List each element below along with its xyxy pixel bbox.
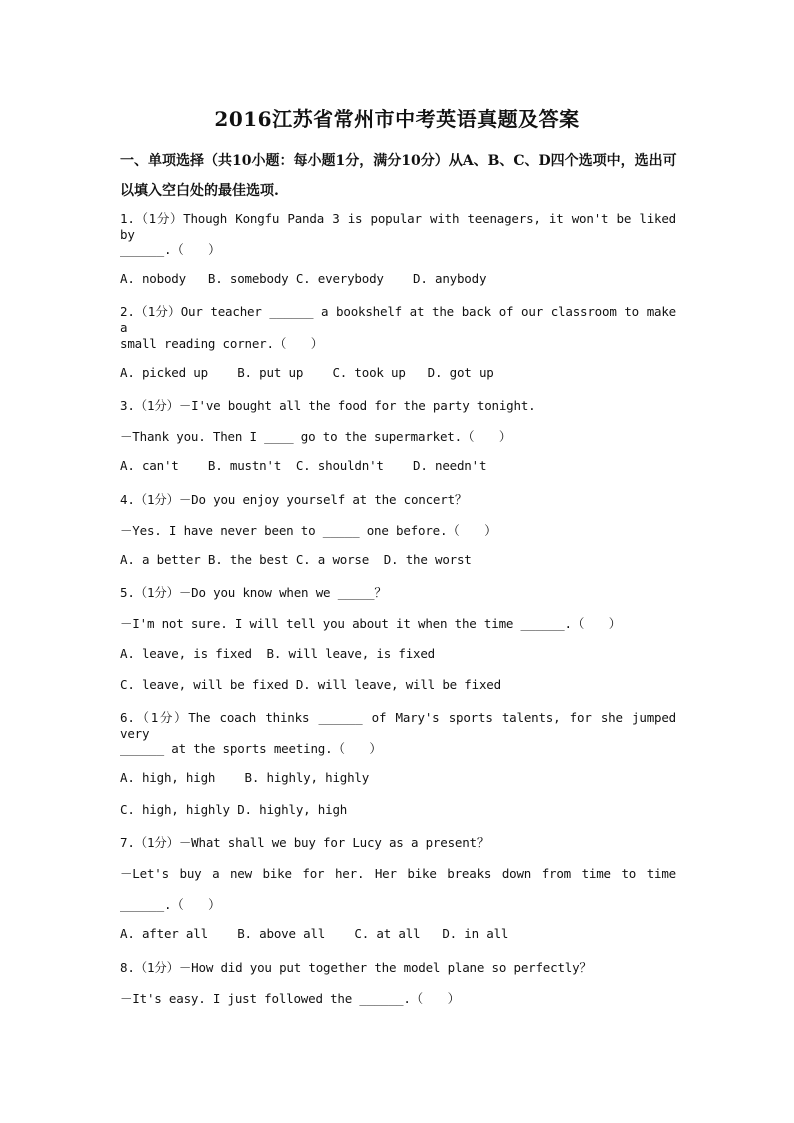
- question-5-text: 5.（1分）－Do you know when we _____？: [120, 585, 387, 600]
- question-2-text-cont: small reading corner.（ ）: [120, 336, 324, 351]
- question-6-text-cont: ______ at the sports meeting.（ ）: [120, 741, 382, 756]
- question-1-text: 1.（1分）Though Kongfu Panda 3 is popular with teenagers, it won't be liked by: [120, 211, 676, 242]
- section-heading: 一、单项选择（共10小题：每小题1分，满分10分）从A、B、C、D四个选项中，选出可以填入空白处的最佳选项.: [120, 153, 677, 199]
- question-8-text: 8.（1分）－How did you put together the model plane so perfectly？: [120, 960, 592, 975]
- question-1-options: A. nobody B. somebody C. everybody D. anybody: [120, 271, 487, 286]
- question-7-options: A. after all B. above all C. at all D. in all: [120, 926, 509, 941]
- question-6-options-ab: A. high, high B. highly, highly: [120, 770, 370, 785]
- question-4-text: 4.（1分）－Do you enjoy yourself at the concert？: [120, 492, 468, 507]
- question-7-reply: －Let's buy a new bike for her. Her bike breaks down from time to time: [120, 866, 676, 881]
- question-4-options: A. a better B. the best C. a worse D. the worst: [120, 552, 472, 567]
- question-3-text: 3.（1分）－I've bought all the food for the party tonight.: [120, 398, 536, 413]
- question-1-blank: ______.（ ）: [120, 242, 221, 257]
- question-3-reply: －Thank you. Then I ____ go to the supermarket.（ ）: [120, 429, 512, 444]
- question-5-options-cd: C. leave, will be fixed D. will leave, will be fixed: [120, 677, 501, 692]
- question-8-reply: －It's easy. I just followed the ______.（ ）: [120, 991, 460, 1006]
- question-3-options: A. can't B. mustn't C. shouldn't D. needn't: [120, 458, 487, 473]
- question-7-text: 7.（1分）－What shall we buy for Lucy as a present？: [120, 835, 490, 850]
- question-5-options-ab: A. leave, is fixed B. will leave, is fixed: [120, 646, 436, 661]
- question-2-options: A. picked up B. put up C. took up D. got up: [120, 365, 494, 380]
- question-6-text: 6.（1分）The coach thinks ______ of Mary's sports talents, for she jumped very: [120, 710, 676, 741]
- question-2-text: 2.（1分）Our teacher ______ a bookshelf at the back of our classroom to make a: [120, 304, 676, 335]
- question-4-reply: －Yes. I have never been to _____ one before.（ ）: [120, 523, 497, 538]
- question-6-options-cd: C. high, highly D. highly, high: [120, 802, 348, 817]
- page-title: 2016江苏省常州市中考英语真题及答案: [214, 107, 580, 131]
- question-7-blank: ______.（ ）: [120, 897, 221, 912]
- question-5-reply: －I'm not sure. I will tell you about it when the time ______.（ ）: [120, 616, 622, 631]
